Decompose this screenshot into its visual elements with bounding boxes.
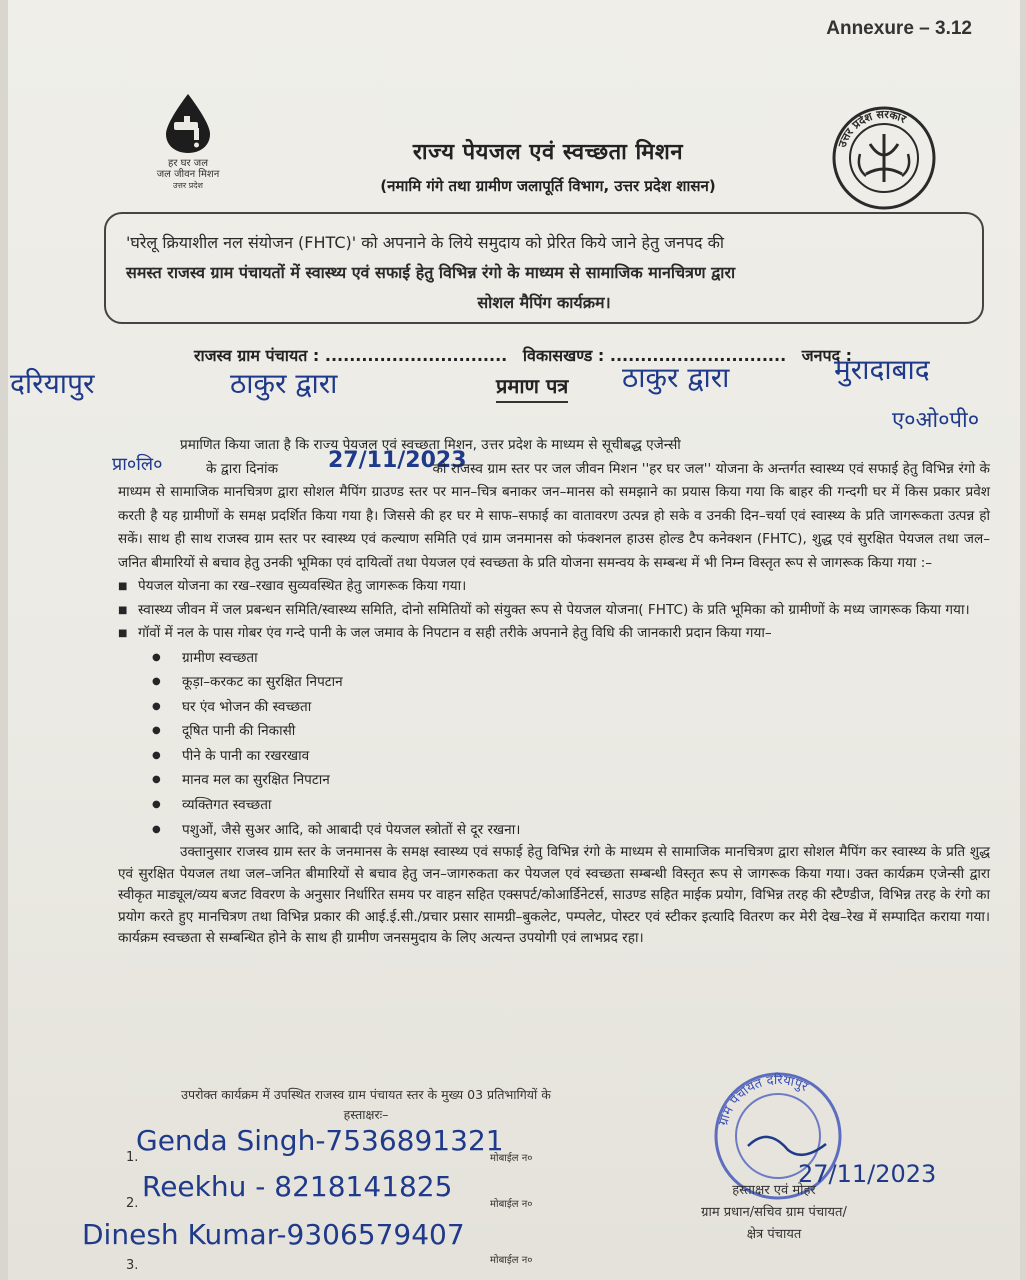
- program-banner: [104, 212, 984, 324]
- handwritten-gram: दरियापुर: [10, 367, 95, 400]
- certificate-title: प्रमाण पत्र: [496, 372, 568, 403]
- signature-intro: [126, 1085, 606, 1125]
- bullet-item-2: ■ स्वास्थ्य जीवन में जल प्रबन्धन समिति/स्वास्थ्य समिति, दोनो समितियों को संयुक्त रूप से पेयजल योजना( FHTC) के प्रति भूमिका को ग्रामीणों के मध्य जागरूक किया गया।: [118, 599, 990, 623]
- signature-intro-line-1: उपरोक्त कार्यक्रम में उपस्थित राजस्व ग्राम पंचायत स्तर के मुख्य 03 प्रतिभागियों के: [181, 1087, 551, 1102]
- handwritten-block-1: ठाकुर द्वारा: [230, 367, 338, 400]
- water-drop-tap-icon: [158, 92, 218, 154]
- handwritten-agency-2: प्रा०लि०: [112, 454, 163, 475]
- har-ghar-jal-logo: [138, 92, 238, 202]
- point-item-7: ● व्यक्तिगत स्वच्छता: [118, 793, 990, 818]
- body-p2: उक्तानुसार राजस्व ग्राम स्तर के जनमानस के समक्ष स्वास्थ्य एवं सफाई हेतु विभिन्न रंगो के माध्यम से सामाजिक मानचित्रण द्वारा सोशल मैपिंग कर स्वास्थ्य के प्रति शुद्ध एवं सुरक्षित पेयजल तथा जल–जनित बीमारियों से बचाव हेतु जन–जागरुकता कर पेयजल एवं स्वच्छता सम्बन्धी विस्तृत रूप से जागरूक किया गया। उक्त कार्यक्रम एजेन्सी द्वारा स्वीकृत माड्यूल/व्यय बजट विवरण के अनुसार निर्धारित समय पर वाहन सहित एक्सपर्ट/कोआर्डिनेटर्स, साउण्ड सहित माईक प्रयोग, विभिन्न तरह की स्टैण्डीज, विभिन्न तरह के रंगो का प्रयोग करते हुए मानचित्रण तथा विभिन्न प्रकार की आई.ई.सी./प्रचार प्रसार सामग्री–बुकलेट, पम्पलेट, पोस्टर एवं स्टीकर इत्यादि वितरण कर मेरी देख–रेख में सम्पादित कराया गया। कार्यक्रम स्वच्छता से सम्बन्धित होने के साथ ही ग्रामीण जनसमुदाय के लिए अत्यन्त उपयोगी एवं लाभप्रद रहा।: [118, 844, 990, 947]
- up-govt-emblem-icon: [830, 104, 938, 212]
- point-item-5: ● पीने के पानी का रखरखाव: [118, 744, 990, 769]
- body-p1-b: के द्वारा दिनांक: [206, 460, 279, 477]
- authority-signature-block: [664, 1180, 884, 1246]
- body-p1-a: प्रमाणित किया जाता है कि राज्य पेयजल एवं स्वच्छता मिशन, उत्तर प्रदेश के माध्यम से सूचीबद्ध एजेन्सी: [180, 437, 681, 453]
- signature-name-1: Genda Singh-7536891321: [136, 1124, 504, 1157]
- logo-caption-2: जल जीवन मिशन: [156, 169, 220, 180]
- signature-intro-line-2: हस्ताक्षरः–: [343, 1107, 389, 1122]
- signature-num: 2.: [126, 1196, 139, 1211]
- banner-line-2: समस्त राजस्व ग्राम पंचायतों में स्वास्थ्य एवं सफाई हेतु विभिन्न रंगो के माध्यम से सामाजिक मानचित्रण द्वारा: [126, 263, 736, 282]
- page-subtitle: (नमामि गंगे तथा ग्रामीण जलापूर्ति विभाग, उत्तर प्रदेश शासन): [380, 177, 716, 195]
- logo-caption-1: हर घर जल: [168, 158, 208, 169]
- stamp-date: 27/11/2023: [798, 1160, 937, 1188]
- document-page: [8, 0, 1020, 1280]
- authority-line-3: क्षेत्र पंचायत: [746, 1227, 802, 1242]
- banner-line-3: सोशल मैपिंग कार्यक्रम।: [477, 293, 611, 312]
- logo-caption-3: उत्तर प्रदेश: [173, 181, 203, 190]
- certificate-body: [118, 434, 990, 950]
- emblem-text: उत्तर प्रदेश सरकार: [835, 107, 909, 150]
- banner-line-1: 'घरेलू क्रियाशील नल संयोजन (FHTC)' को अपनाने के लिये समुदाय को प्रेरित किये जाने हेतु जनपद की: [126, 233, 725, 252]
- mobile-label-3: मोबाईल न०: [490, 1255, 533, 1266]
- svg-text:ग्राम पंचायत दरियापुर: [716, 1072, 811, 1127]
- authority-line-1: हस्ताक्षर एवं मोहर: [732, 1183, 816, 1198]
- handwritten-date: 27/11/2023: [328, 448, 467, 473]
- up-govt-emblem: [830, 104, 938, 212]
- point-item-6: ● मानव मल का सुरक्षित निपटान: [118, 768, 990, 793]
- signature-num: 1.: [126, 1150, 139, 1165]
- svg-text:उत्तर प्रदेश सरकार: [835, 108, 908, 150]
- page-title: राज्य पेयजल एवं स्वच्छता मिशन: [412, 140, 684, 165]
- handwritten-block-2: ठाकुर द्वारा: [622, 361, 730, 394]
- mobile-label-1: मोबाईल न०: [490, 1153, 533, 1164]
- point-item-1: ● ग्रामीण स्वच्छता: [118, 646, 990, 671]
- stamp-text: ग्राम पंचायत दरियापुर: [716, 1072, 811, 1128]
- point-item-8: ● पशुओं, जैसे सुअर आदि, को आबादी एवं पेयजल स्त्रोतों से दूर रखना।: [118, 818, 990, 843]
- point-item-4: ● दूषित पानी की निकासी: [118, 719, 990, 744]
- bullet-item-1: ■ पेयजल योजना का रख–रखाव सुव्यवस्थित हेतु जागरूक किया गया।: [118, 575, 990, 599]
- gram-panchayat-label: राजस्व ग्राम पंचायत : ..............................: [194, 346, 508, 365]
- handwritten-agency: ए०ओ०पी०: [892, 408, 980, 433]
- handwritten-district: मुरादाबाद: [834, 353, 930, 386]
- point-item-3: ● घर एंव भोजन की स्वच्छता: [118, 695, 990, 720]
- signature-name-3: Dinesh Kumar-9306579407: [82, 1218, 465, 1251]
- signature-num: 3.: [126, 1258, 139, 1273]
- signature-row-2: [126, 1196, 138, 1211]
- district-label: जनपद :: [801, 346, 853, 365]
- header: [268, 136, 828, 196]
- signature-name-2: Reekhu - 8218141825: [142, 1170, 453, 1203]
- block-label: विकासखण्ड : .............................: [522, 346, 787, 365]
- authority-line-2: ग्राम प्रधान/सचिव ग्राम पंचायत/: [701, 1205, 847, 1220]
- mobile-label-2: मोबाईल न०: [490, 1199, 533, 1210]
- point-item-2: ● कूड़ा–करकट का सुरक्षित निपटान: [118, 670, 990, 695]
- bullet-item-3: ■ गॉवों में नल के पास गोबर एंव गन्दे पानी के जल जमाव के निपटान व सही तरीके अपनाने हेतु विधि की जानकारी प्रदान किया गया–: [118, 622, 990, 646]
- body-p1-c: को राजस्व ग्राम स्तर पर जल जीवन मिशन ''हर घर जल'' योजना के अन्तर्गत स्वास्थ्य एवं सफाई हेतु विभिन्न रंगो के माध्यम से सामाजिक मानचित्रण द्वारा सोशल मैपिंग ग्राउण्ड स्तर पर मान–चित्र बनाकर जन–मानस को समझाने का प्रयास किया गया कि बाहर की गन्दगी घर में किस प्रकार प्रवेश करती है यह ग्रामीणों के समक्ष प्रदर्शित किया गया है। जिससे की हर घर मे साफ–सफाई का वातावरण उत्पन्न हो सके व उनकी दिन–चर्या एवं स्वास्थ्य के प्रति जागरूकता उत्पन्न हो सकें। साथ ही साथ राजस्व ग्राम स्तर पर स्वास्थ्य एवं कल्याण समिति एवं ग्राम जनमानस को फंक्शनल हाउस होल्ड टैप कनेक्शन (FHTC), शुद्ध एवं सुरक्षित पेयजल तथा जल–जनित बीमारियों से बचाव हेतु उनकी भूमिका एवं दायित्वों तथा पेयजल एवं स्वच्छता के प्रति योजना समन्वय के सम्बन्ध में भी निम्न विस्तृत रूप से जागरूक किया गया :–: [118, 460, 990, 571]
- annexure-label: Annexure – 3.12: [826, 18, 972, 39]
- signature-row-3: [126, 1258, 138, 1273]
